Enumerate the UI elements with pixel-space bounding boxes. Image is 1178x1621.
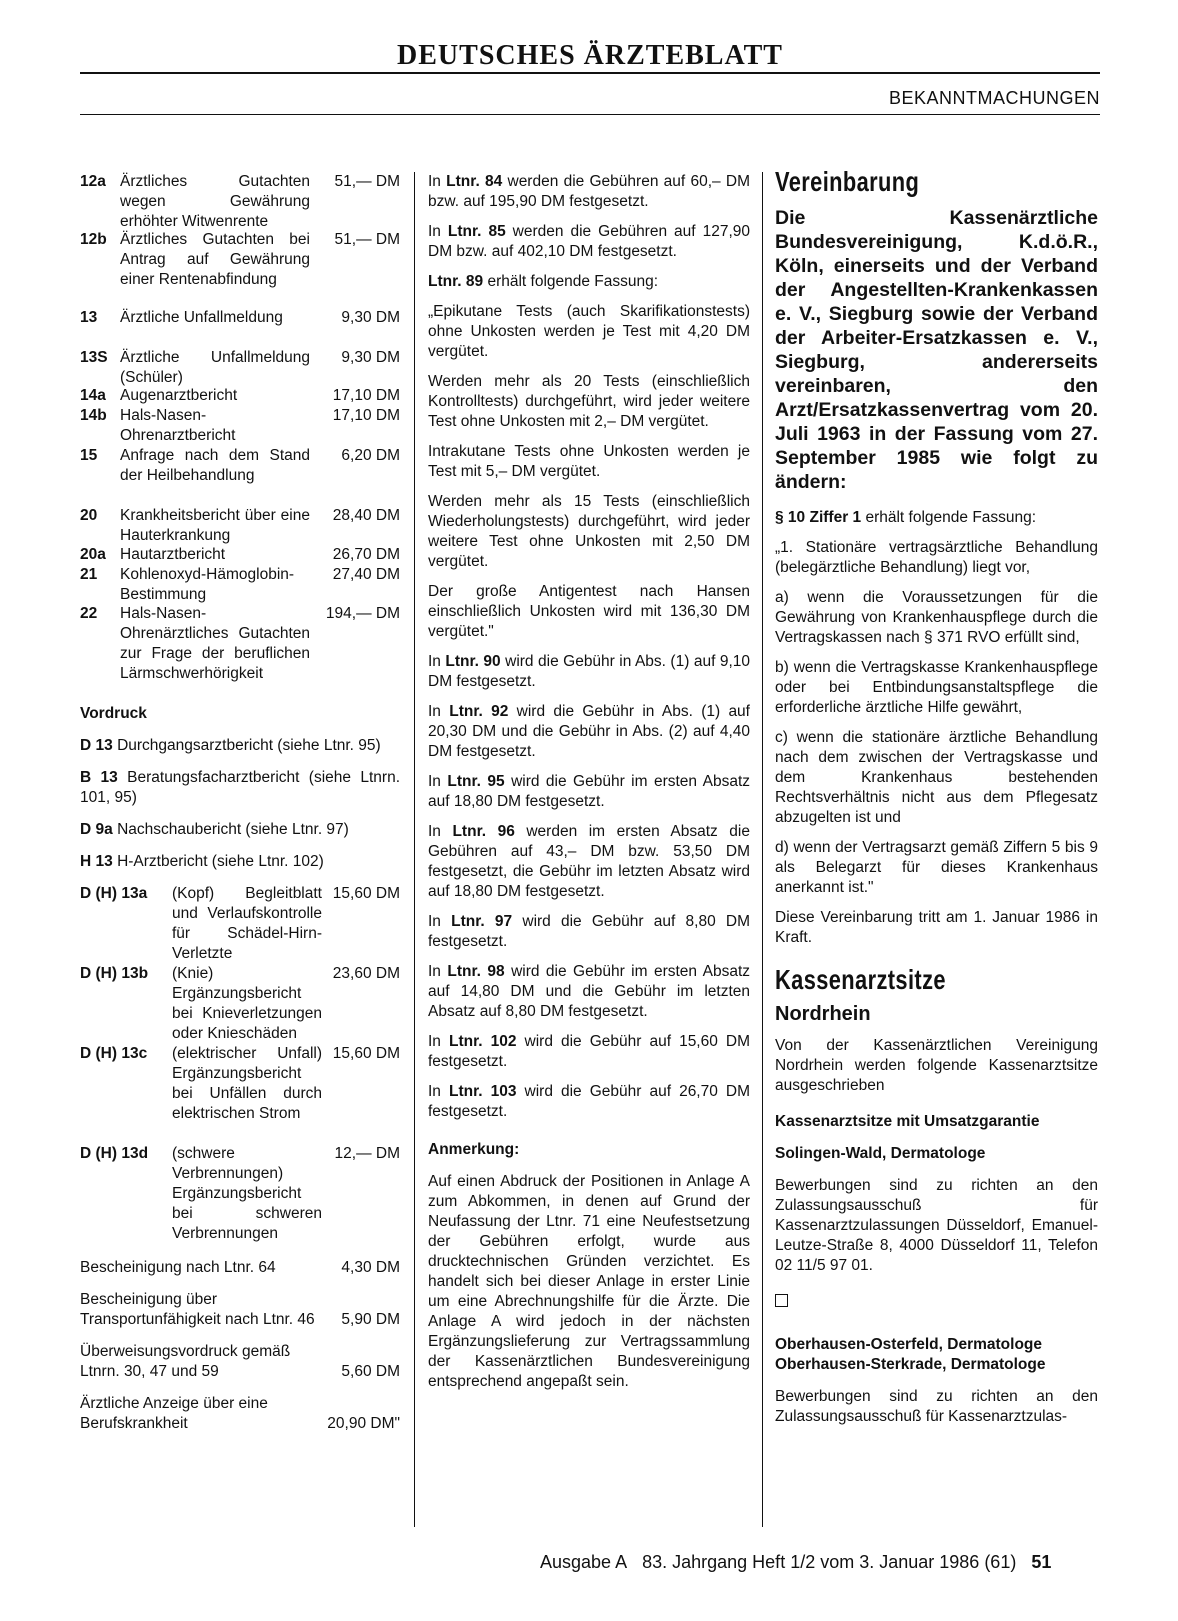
page-footer — [540, 1552, 1051, 1573]
fee-table — [80, 172, 400, 704]
fee-row — [80, 230, 400, 308]
ltnr-paragraph: In Ltnr. 90 wird die Gebühr in Abs. (1) auf 9,10 DM festgesetzt. — [428, 653, 750, 690]
application-text: Bewerbungen sind zu richten an den Zulassungsausschuß für Kassenarztzulassungen Düsseldorf, Emanuel-Leutze-Straße 8, 4000 Düsseldorf 11, Telefon 02 11/5 97 01. — [775, 1177, 1098, 1274]
subheading: Oberhausen-Sterkrade, Dermatologe — [775, 1356, 1046, 1373]
vereinbarung-title: Vereinbarung — [775, 166, 920, 197]
fee-description: Ärztliches Gutachten wegen Gewährung erhöhter Witwenrente — [120, 173, 310, 230]
column-left — [80, 172, 400, 1446]
dh-row — [80, 884, 400, 964]
dh-table — [80, 884, 400, 1244]
fee-amount: 17,10 DM — [332, 387, 400, 404]
certificate-row — [80, 1258, 400, 1278]
ltnr-paragraph: In Ltnr. 97 wird die Gebühr auf 8,80 DM festgesetzt. — [428, 913, 751, 950]
fee-row — [80, 406, 400, 446]
subheading: Solingen-Wald, Dermatologe — [775, 1145, 986, 1162]
fee-amount: 28,40 DM — [332, 507, 400, 524]
vordruck-item: D 9a Nachschaubericht (siehe Ltnr. 97) — [80, 821, 349, 838]
fee-amount: 17,10 DM — [332, 407, 400, 424]
anmerkung-heading: Anmerkung: — [428, 1141, 520, 1158]
fee-amount: 26,70 DM — [332, 546, 400, 563]
application-text: Bewerbungen sind zu richten an den Zulassungsausschuß für Kassenarztzulas- — [775, 1388, 1098, 1425]
dh-amount: 15,60 DM — [332, 1045, 400, 1062]
fee-amount: 9,30 DM — [341, 349, 400, 366]
separator-box-icon — [775, 1294, 788, 1307]
ltnr-paragraph: In Ltnr. 98 wird die Gebühr im ersten Absatz auf 14,80 DM und die Gebühr im letzten Absatz auf 8,80 DM festgesetzt. — [428, 963, 751, 1020]
fee-description: Hals-Nasen-Ohrenarztbericht — [120, 407, 236, 444]
anmerkung-text: Auf einen Abdruck der Positionen in Anlage A zum Abkommen, in denen auf Grund der Neufassung der Ltnr. 71 eine Neufestsetzung der Gebühren erfolgt, wurde aus drucktechnischen Gründen verzichtet. Es handelt sich bei dieser Anlage in erster Linie um eine Abrechnungshilfe für die Ärzte. Die Anlage A wird jedoch in der nächsten Ergänzungslieferung zur Vertragssammlung der Kassenärztlichen Bundesvereinigung entsprechend angepaßt sein. — [428, 1173, 750, 1390]
quoted-paragraph: Werden mehr als 15 Tests (einschließlich Wiederholungstests) durchgeführt, wird jeder weitere Test ohne Unkosten mit 2,50 DM vergütet. — [428, 493, 750, 570]
dh-amount: 23,60 DM — [332, 965, 400, 982]
column-right — [775, 166, 1098, 1437]
dh-row — [80, 964, 400, 1044]
dh-row — [80, 1044, 400, 1144]
vereinbarung-intro: Die Kassenärztliche Bundesvereinigung, K.d.ö.R., Köln, einerseits und der Verband der Angestellten-Krankenkassen e. V., Siegburg sowie der Verband der Arbeiter-Ersatzkassen e. V., Siegburg, andererseits vereinbaren, den Arzt/Ersatzkassenvertrag vom 20. Juli 1963 in der Fassung vom 27. September 1985 wie folgt zu ändern: — [775, 207, 1098, 493]
dh-code: D (H) 13b — [80, 965, 149, 982]
certificate-amount: 4,30 DM — [341, 1259, 400, 1276]
dh-amount: 15,60 DM — [332, 885, 400, 902]
certificate-row — [80, 1290, 400, 1330]
quoted-paragraph: d) wenn der Vertragsarzt gemäß Ziffern 5 bis 9 als Belegarzt für dieses Krankenhaus anerkannt ist." — [775, 839, 1098, 896]
fee-number: 22 — [80, 605, 98, 622]
fee-number: 12a — [80, 173, 106, 190]
vordruck-heading: Vordruck — [80, 705, 147, 722]
quoted-paragraph: b) wenn die Vertragskasse Krankenhauspflege oder bei Entbindungsanstaltspflege die erforderliche ärztliche Hilfe gewährt, — [775, 659, 1098, 716]
fee-amount: 27,40 DM — [332, 566, 400, 583]
vordruck-item: D 13 Durchgangsarztbericht (siehe Ltnr. 95) — [80, 737, 381, 754]
dh-code: D (H) 13c — [80, 1045, 148, 1062]
certificate-amount: 5,60 DM — [341, 1363, 400, 1380]
fee-number: 13S — [80, 349, 108, 366]
fee-description: Kohlenoxyd-Hämoglobin-Bestimmung — [120, 566, 295, 603]
region-heading: Nordrhein — [775, 1003, 871, 1025]
quoted-paragraph: a) wenn die Voraussetzungen für die Gewährung von Krankenhauspflege durch die Vertragskassen nach § 371 RVO erfüllt sind, — [775, 589, 1098, 646]
footer-page-number: 51 — [1031, 1552, 1052, 1572]
dh-description: (Knie) Ergänzungsbericht bei Knieverletzungen oder Knieschäden — [172, 965, 322, 1042]
section-label: BEKANNTMACHUNGEN — [888, 88, 1100, 108]
column-divider — [414, 172, 415, 1527]
certificate-row — [80, 1342, 400, 1382]
fee-number: 20 — [80, 507, 98, 524]
fee-description: Ärztliches Gutachten bei Antrag auf Gewährung einer Rentenabfindung — [120, 231, 310, 288]
fee-description: Anfrage nach dem Stand der Heilbehandlung — [120, 447, 310, 484]
certificate-label: Ärztliche Anzeige über eine Berufskrankheit — [80, 1395, 268, 1432]
footer-issue: 83. Jahrgang Heft 1/2 vom 3. Januar 1986 (61) — [642, 1552, 1017, 1572]
fee-number: 21 — [80, 566, 98, 583]
vordruck-item: H 13 H-Arztbericht (siehe Ltnr. 102) — [80, 853, 324, 870]
fee-row — [80, 172, 400, 230]
fee-number: 13 — [80, 309, 98, 326]
dh-description: (schwere Verbrennungen) Ergänzungsbericht bei schweren Verbrennungen — [172, 1145, 322, 1242]
quoted-paragraph: Intrakutane Tests ohne Unkosten werden je Test mit 5,– DM vergütet. — [428, 443, 750, 480]
fee-number: 20a — [80, 546, 106, 563]
fee-row — [80, 545, 400, 565]
fee-amount: 194,— DM — [325, 605, 400, 622]
fee-description: Ärztliche Unfallmeldung — [120, 309, 283, 326]
masthead-rule — [80, 72, 1100, 74]
certificate-label: Bescheinigung nach Ltnr. 64 — [80, 1259, 276, 1276]
certificate-label: Überweisungsvordruck gemäß Ltnrn. 30, 47 und 59 — [80, 1343, 291, 1380]
quoted-paragraph: „Epikutane Tests (auch Skarifikationstests) ohne Unkosten werden je Test mit 4,20 DM vergütet. — [428, 303, 750, 360]
column-middle — [428, 172, 750, 1402]
fee-row — [80, 446, 400, 506]
fee-amount: 6,20 DM — [341, 447, 400, 464]
dh-code: D (H) 13a — [80, 885, 148, 902]
ltnr-paragraph: In Ltnr. 84 werden die Gebühren auf 60,– DM bzw. auf 195,90 DM festgesetzt. — [428, 173, 750, 210]
vordruck-item: B 13 Beratungsfacharztbericht (siehe Ltnrn. 101, 95) — [80, 769, 400, 806]
fee-number: 14a — [80, 387, 106, 404]
fee-number: 15 — [80, 447, 98, 464]
fee-amount: 51,— DM — [334, 173, 400, 190]
dh-amount: 12,— DM — [334, 1145, 400, 1162]
dh-description: (elektrischer Unfall) Ergänzungsbericht bei Unfällen durch elektrischen Strom — [172, 1045, 322, 1122]
masthead: DEUTSCHES ÄRZTEBLATT — [397, 40, 783, 71]
ltnr-paragraph: In Ltnr. 103 wird die Gebühr auf 26,70 DM festgesetzt. — [428, 1083, 751, 1120]
quoted-paragraph: Der große Antigentest nach Hansen einschließlich Unkosten wird mit 136,30 DM vergütet." — [428, 583, 750, 640]
certificate-amount: 5,90 DM — [341, 1311, 400, 1328]
fee-row — [80, 386, 400, 406]
dh-description: (Kopf) Begleitblatt und Verlaufskontrolle für Schädel-Hirn-Verletzte — [172, 885, 322, 962]
dh-row — [80, 1144, 400, 1244]
certificate-row — [80, 1394, 400, 1434]
fee-description: Augenarztbericht — [120, 387, 238, 404]
quoted-paragraph: „1. Stationäre vertragsärztliche Behandlung (belegärztliche Behandlung) liegt vor, — [775, 539, 1098, 576]
ltnr-paragraph: In Ltnr. 92 wird die Gebühr in Abs. (1) auf 20,30 DM und die Gebühr in Abs. (2) auf 4,40 DM festgesetzt. — [428, 703, 750, 760]
fee-description: Krankheitsbericht über eine Hauterkrankung — [120, 507, 310, 544]
effective-date: Diese Vereinbarung tritt am 1. Januar 1986 in Kraft. — [775, 909, 1098, 946]
subheading: Oberhausen-Osterfeld, Dermatologe — [775, 1336, 1043, 1353]
fee-amount: 9,30 DM — [341, 309, 400, 326]
subheading: Kassenarztsitze mit Umsatzgarantie — [775, 1113, 1040, 1130]
section-rule — [80, 114, 1100, 115]
quoted-paragraph: Werden mehr als 20 Tests (einschließlich Kontrolltests) durchgeführt, wird jeder weitere Test ohne Unkosten mit 2,– DM vergütet. — [428, 373, 750, 430]
footer-edition: Ausgabe A — [540, 1552, 628, 1572]
fee-row — [80, 604, 400, 704]
kassenarztsitze-title: Kassenarztsitze — [775, 964, 946, 995]
fee-row — [80, 506, 400, 545]
ltnr-paragraph: Ltnr. 89 erhält folgende Fassung: — [428, 273, 659, 290]
column-divider — [762, 172, 763, 1527]
paragraph-reference: § 10 Ziffer 1 erhält folgende Fassung: — [775, 509, 1037, 526]
fee-row — [80, 308, 400, 348]
fee-row — [80, 565, 400, 604]
fee-description: Hals-Nasen-Ohrenärztliches Gutachten zur Frage der beruflichen Lärmschwerhörigkeit — [120, 605, 310, 682]
ltnr-paragraph: In Ltnr. 102 wird die Gebühr auf 15,60 DM festgesetzt. — [428, 1033, 751, 1070]
fee-amount: 51,— DM — [334, 231, 400, 248]
fee-description: Ärztliche Unfallmeldung (Schüler) — [120, 349, 310, 386]
fee-number: 14b — [80, 407, 107, 424]
ltnr-paragraph: In Ltnr. 85 werden die Gebühren auf 127,90 DM bzw. auf 402,10 DM festgesetzt. — [428, 223, 750, 260]
kassenarztsitze-intro: Von der Kassenärztlichen Vereinigung Nordrhein werden folgende Kassenarztsitze ausgeschrieben — [775, 1037, 1098, 1094]
fee-description: Hautarztbericht — [120, 546, 226, 563]
dh-code: D (H) 13d — [80, 1145, 149, 1162]
certificate-label: Bescheinigung über Transportunfähigkeit nach Ltnr. 46 — [80, 1291, 315, 1328]
ltnr-paragraph: In Ltnr. 96 werden im ersten Absatz die Gebühren auf 43,– DM bzw. 53,50 DM festgesetzt, die Gebühr im letzten Absatz wird auf 18,80 DM festgesetzt. — [428, 823, 750, 900]
quoted-paragraph: c) wenn die stationäre ärztliche Behandlung nach dem zwischen der Vertragskasse und dem Krankenhaus bestehenden Rechtsverhältnis nicht aus dem Pflegesatz abzugelten ist und — [775, 729, 1098, 826]
certificate-amount: 20,90 DM" — [327, 1415, 400, 1432]
ltnr-paragraph: In Ltnr. 95 wird die Gebühr im ersten Absatz auf 18,80 DM festgesetzt. — [428, 773, 751, 810]
fee-row — [80, 348, 400, 386]
fee-number: 12b — [80, 231, 107, 248]
